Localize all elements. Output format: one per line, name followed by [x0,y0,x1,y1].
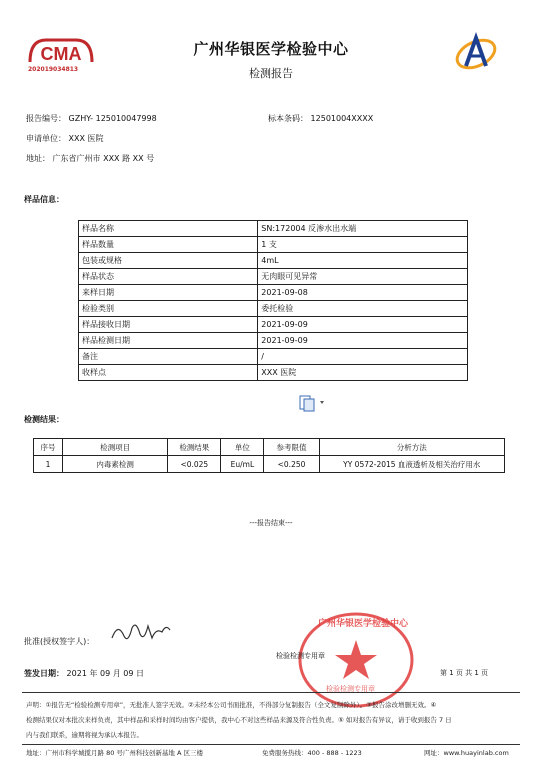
result-row [34,456,505,473]
result-section-label: 检测结果： [24,415,64,424]
approval-label: 批准(授权签字人)： [24,637,95,646]
sample-row-label: 备注 [79,349,258,365]
sample-row-label: 样品检测日期 [79,333,258,349]
seal-text: 广州华银医学检验中心 [318,619,409,629]
address: 广东省广州市 XXX 路 XX 号 [52,154,155,163]
report-number-row [26,113,157,124]
sample-row-label: 样品状态 [79,269,258,285]
footer-hotline: 免费服务热线：400 - 888 - 1223 [262,749,362,757]
sample-table [78,220,468,381]
sample-row-label: 样品接收日期 [79,317,258,333]
paste-options-icon[interactable] [298,394,328,412]
address-label: 地址： [26,154,50,163]
sample-row-label: 收样点 [79,365,258,381]
result-cell: <0.250 [264,456,319,473]
signature [108,618,174,646]
footer-divider-bottom [22,744,520,745]
sample-row-value: XXX 医院 [258,365,468,381]
sample-row [79,333,468,349]
sample-row-value: 4mL [258,253,468,269]
sample-row-label: 样品数量 [79,237,258,253]
sample-row-value: SN:172004 反渗水出水端 [258,221,468,237]
footer-address: 地址：广州市科学城揽月路 80 号广州科技创新基地 A 区三楼 [26,749,203,757]
svg-text:CMA: CMA [40,44,82,64]
address-row [26,153,154,164]
report-title: 检测报告 [249,67,293,80]
sample-section-label: 样品信息： [24,195,64,204]
sample-row-value: 1 支 [258,237,468,253]
result-cell: Eu/mL [221,456,264,473]
result-cell: YY 0572-2015 血液透析及相关治疗用水 [319,456,504,473]
sign-date-label: 签发日期： [24,669,64,678]
result-cell: 内毒素检测 [63,456,168,473]
sample-row [79,349,468,365]
cma-number: 202019034813 [28,66,79,73]
footer-divider-top [22,692,520,693]
sample-row [79,365,468,381]
report-end: ---报告结束--- [249,519,293,527]
result-header-cell: 序号 [34,439,63,456]
huayin-logo [452,32,500,76]
result-header-cell: 检测项目 [63,439,168,456]
sample-row [79,317,468,333]
disclaimer-line: 声明：①报告无“检验检测专用章”，无批准人签字无效。②未经本公司书面批准，不得部分复制报告（全文复制除外）。③报告涂改增删无效。④ [26,701,437,709]
applicant-row [26,133,104,144]
sample-row-value: 2021-09-08 [258,285,468,301]
sample-row [79,221,468,237]
org-title: 广州华银医学检验中心 [193,40,349,58]
disclaimer [26,698,520,743]
sign-date-row [24,668,144,679]
sample-row [79,301,468,317]
disclaimer-line: 检测结果仅对本批次来样负责，其中样品和采样时间均由客户提供，我中心不对这些样品来源及符合性负责。⑤ 如对报告有异议，请于收到报告 7 日 [26,716,452,724]
result-table [33,438,505,473]
applicant-label: 申请单位： [26,134,66,143]
result-header-cell: 检测结果 [168,439,221,456]
page-info: 第 1 页 共 1 页 [440,669,489,677]
result-cell: <0.025 [168,456,221,473]
sample-row-value: 无肉眼可见异常 [258,269,468,285]
seal-label: 检验检测专用章 [276,652,325,660]
sample-row-value: 2021-09-09 [258,333,468,349]
barcode: 12501004XXXX [310,114,374,123]
barcode-row [268,113,373,124]
sample-row-label: 检验类别 [79,301,258,317]
sample-row-value: 委托检验 [258,301,468,317]
disclaimer-line: 内与我们联系，逾期将视为承认本报告。 [26,731,143,739]
sample-row-value: 2021-09-09 [258,317,468,333]
sample-row [79,269,468,285]
sample-row [79,237,468,253]
sample-row-value: / [258,349,468,365]
report-number: GZHY- 125010047998 [68,114,157,123]
sample-row-label: 包装或规格 [79,253,258,269]
sample-row-label: 来样日期 [79,285,258,301]
report-number-label: 报告编号： [26,114,66,123]
sign-date: 2021 年 09 月 09 日 [66,669,144,678]
sample-row [79,285,468,301]
result-header-cell: 单位 [221,439,264,456]
footer-website: 网址：www.huayinlab.com [424,749,509,757]
result-cell: 1 [34,456,63,473]
seal-sub-text: 检验检测专用章 [326,685,375,693]
barcode-label: 标本条码： [268,114,308,123]
applicant: XXX 医院 [68,134,104,143]
sample-row [79,253,468,269]
sample-row-label: 样品名称 [79,221,258,237]
result-header-cell: 参考限值 [264,439,319,456]
result-header-cell: 分析方法 [319,439,504,456]
